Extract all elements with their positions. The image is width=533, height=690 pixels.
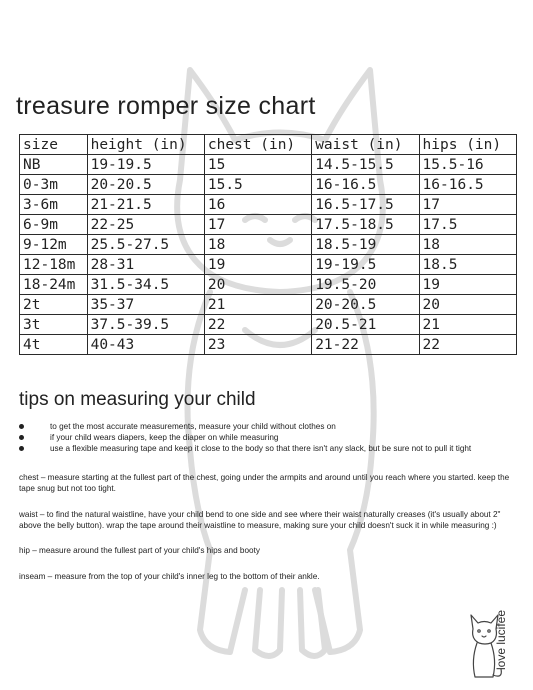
- table-cell: 19: [419, 275, 516, 295]
- table-cell: 18: [204, 235, 311, 255]
- table-cell: 12-18m: [20, 255, 88, 275]
- table-cell: 18-24m: [20, 275, 88, 295]
- table-cell: 15: [204, 155, 311, 175]
- table-cell: 20: [204, 275, 311, 295]
- table-cell: 17: [204, 215, 311, 235]
- table-cell: 16-16.5: [419, 175, 516, 195]
- table-row: [20, 175, 517, 195]
- table-cell: 20: [419, 295, 516, 315]
- table-header-row: [20, 135, 517, 155]
- table-cell: 19-19.5: [312, 255, 419, 275]
- table-row: [20, 315, 517, 335]
- table-cell: 19-19.5: [87, 155, 204, 175]
- tips-heading: tips on measuring your child: [19, 389, 256, 410]
- table-cell: 3-6m: [20, 195, 88, 215]
- table-cell: 31.5-34.5: [87, 275, 204, 295]
- table-cell: 22: [419, 335, 516, 355]
- table-row: [20, 295, 517, 315]
- list-item: [19, 432, 519, 443]
- table-row: [20, 335, 517, 355]
- table-cell: 17: [419, 195, 516, 215]
- table-cell: 18.5-19: [312, 235, 419, 255]
- list-item: [19, 421, 519, 432]
- table-cell: 40-43: [87, 335, 204, 355]
- table-cell: NB: [20, 155, 88, 175]
- table-cell: 37.5-39.5: [87, 315, 204, 335]
- table-cell: 0-3m: [20, 175, 88, 195]
- table-cell: 14.5-15.5: [312, 155, 419, 175]
- table-cell: 17.5-18.5: [312, 215, 419, 235]
- table-cell: 22-25: [87, 215, 204, 235]
- table-cell: 28-31: [87, 255, 204, 275]
- table-cell: 15.5-16: [419, 155, 516, 175]
- table-cell: 18.5: [419, 255, 516, 275]
- bullet-text: to get the most accurate measurements, measure your child without clothes on: [50, 422, 336, 431]
- table-cell: 3t: [20, 315, 88, 335]
- brand-logo-text: love lucifee: [494, 609, 508, 670]
- table-cell: 17.5: [419, 215, 516, 235]
- table-row: [20, 235, 517, 255]
- table-row: [20, 195, 517, 215]
- table-cell: 2t: [20, 295, 88, 315]
- tips-bullet-list: [19, 421, 519, 454]
- table-cell: 35-37: [87, 295, 204, 315]
- table-cell: 20-20.5: [312, 295, 419, 315]
- table-cell: 20-20.5: [87, 175, 204, 195]
- table-cell: 6-9m: [20, 215, 88, 235]
- table-cell: 19: [204, 255, 311, 275]
- bullet-text: use a flexible measuring tape and keep it close to the body so that there isn't any slack, but be sure not to pull it tight: [50, 444, 472, 453]
- table-cell: 18: [419, 235, 516, 255]
- bullet-icon: [19, 446, 24, 451]
- column-header: height (in): [87, 135, 204, 155]
- table-cell: 4t: [20, 335, 88, 355]
- table-cell: 19.5-20: [312, 275, 419, 295]
- table-cell: 23: [204, 335, 311, 355]
- table-cell: 9-12m: [20, 235, 88, 255]
- table-row: [20, 155, 517, 175]
- inseam-tip: inseam – measure from the top of your child's inner leg to the bottom of their ankle.: [19, 572, 320, 581]
- table-cell: 25.5-27.5: [87, 235, 204, 255]
- table-row: [20, 255, 517, 275]
- list-item: [19, 443, 519, 454]
- chest-tip: chest – measure starting at the fullest part of the chest, going under the armpits and around until you reach where you started. keep the tape snug but not too tight.: [19, 473, 510, 493]
- size-chart-table: [19, 134, 517, 355]
- table-cell: 21-21.5: [87, 195, 204, 215]
- bullet-text: if your child wears diapers, keep the diaper on while measuring: [50, 433, 279, 442]
- column-header: chest (in): [204, 135, 311, 155]
- cat-icon: [463, 605, 523, 685]
- table-cell: 16-16.5: [312, 175, 419, 195]
- table-cell: 16.5-17.5: [312, 195, 419, 215]
- table-row: [20, 215, 517, 235]
- hip-tip: hip – measure around the fullest part of your child's hips and booty: [19, 546, 260, 555]
- table-cell: 22: [204, 315, 311, 335]
- column-header: waist (in): [312, 135, 419, 155]
- bullet-icon: [19, 424, 24, 429]
- table-cell: 15.5: [204, 175, 311, 195]
- table-cell: 21: [419, 315, 516, 335]
- table-cell: 20.5-21: [312, 315, 419, 335]
- table-cell: 21: [204, 295, 311, 315]
- page-title: treasure romper size chart: [16, 92, 316, 120]
- table-cell: 21-22: [312, 335, 419, 355]
- table-row: [20, 275, 517, 295]
- column-header: size: [20, 135, 88, 155]
- waist-tip: waist – to find the natural waistline, have your child bend to one side and see where their waist naturally creases (it's usually about 2" above the belly button). wrap the tape around their waistline to measure, making sure your child doesn't suck it in while measuring :): [19, 510, 501, 530]
- bullet-icon: [19, 435, 24, 440]
- column-header: hips (in): [419, 135, 516, 155]
- table-cell: 16: [204, 195, 311, 215]
